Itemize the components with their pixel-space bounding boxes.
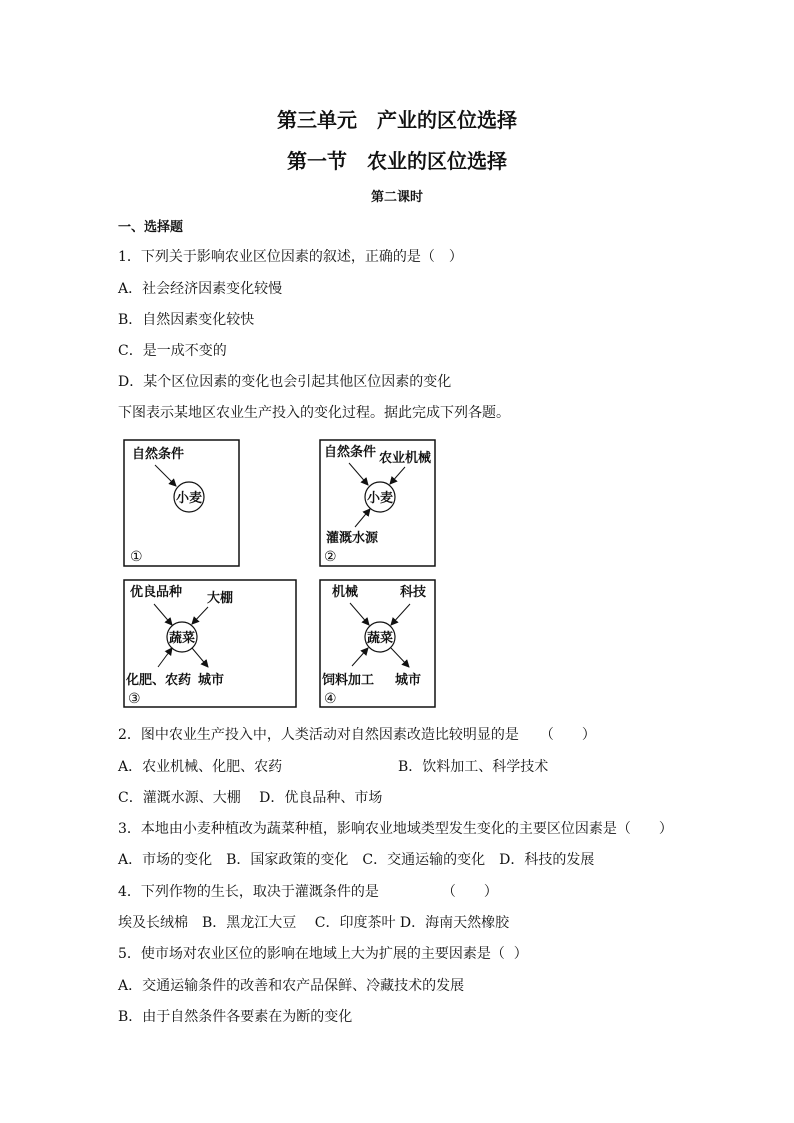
q3-stem: 3．本地由小麦种植改为蔬菜种植，影响农业地域类型发生变化的主要区位因素是（ ） [118,821,673,837]
q4-stem: 4．下列作物的生长，取决于灌溉条件的是 （ ） [118,884,498,900]
lesson-subtitle: 第二课时 [370,190,423,205]
panel2-number: ② [324,549,337,565]
agriculture-input-diagram [120,437,440,710]
panel2-farm-machinery: 农业机械 [379,451,432,466]
q3-options: A．市场的变化 B．国家政策的变化 C．交通运输的变化 D．科技的发展 [118,852,595,868]
q5-option-b: B．由于自然条件各要素在为断的变化 [118,1009,353,1025]
figure-intro: 下图表示某地区农业生产投入的变化过程。据此完成下列各题。 [118,405,510,421]
panel-1 [124,440,239,566]
section-heading: 一、选择题 [118,220,184,235]
q2-option-a: A．农业机械、化肥、农药 [118,759,283,775]
panel1-wheat: 小麦 [175,491,203,506]
q4-options: 埃及长绒棉 B．黑龙江大豆 C．印度茶叶 D．海南天然橡胶 [118,915,510,931]
panel3-fertilizer-pesticide: 化肥、农药 [126,673,192,688]
panel3-improved-varieties: 优良品种 [130,585,183,600]
panel3-city: 城市 [198,673,225,688]
panel2-wheat: 小麦 [366,491,394,506]
panel-3 [124,580,296,707]
panel2-natural-conditions: 自然条件 [324,445,377,460]
panel4-machinery: 机械 [332,585,359,600]
panel-2 [320,440,435,566]
panel4-feed-processing: 饲料加工 [322,673,375,688]
panel4-vegetables: 蔬菜 [366,631,394,646]
panel4-city: 城市 [395,673,422,688]
panel4-number: ④ [324,691,337,707]
q1-option-d: D．某个区位因素的变化也会引起其他区位因素的变化 [118,374,452,390]
unit-title: 第三单元 产业的区位选择 [277,108,517,132]
q1-stem: 1．下列关于影响农业区位因素的叙述，正确的是（ ） [118,249,463,265]
q1-option-a: A．社会经济因素变化较慢 [118,281,283,297]
panel3-greenhouse: 大棚 [207,591,234,606]
q1-option-b: B．自然因素变化较快 [118,312,255,328]
q2-option-b: B．饮料加工、科学技术 [398,759,549,775]
q5-stem: 5．使市场对农业区位的影响在地域上大为扩展的主要因素是（ ） [118,946,528,962]
panel4-technology: 科技 [400,585,427,600]
panel-4 [320,580,435,707]
q2-option-cd: C．灌溉水源、大棚 D．优良品种、市场 [118,790,383,806]
q5-option-a: A．交通运输条件的改善和农产品保鲜、冷藏技术的发展 [118,978,465,994]
section-title: 第一节 农业的区位选择 [287,149,507,173]
panel3-vegetables: 蔬菜 [168,631,196,646]
panel1-number: ① [130,549,143,565]
panel3-number: ③ [128,691,141,707]
q1-option-c: C．是一成不变的 [118,343,227,359]
panel1-natural-conditions: 自然条件 [132,447,185,462]
q2-stem: 2．图中农业生产投入中，人类活动对自然因素改造比较明显的是 （ ） [118,727,596,743]
panel2-irrigation-water: 灌溉水源 [326,531,379,546]
